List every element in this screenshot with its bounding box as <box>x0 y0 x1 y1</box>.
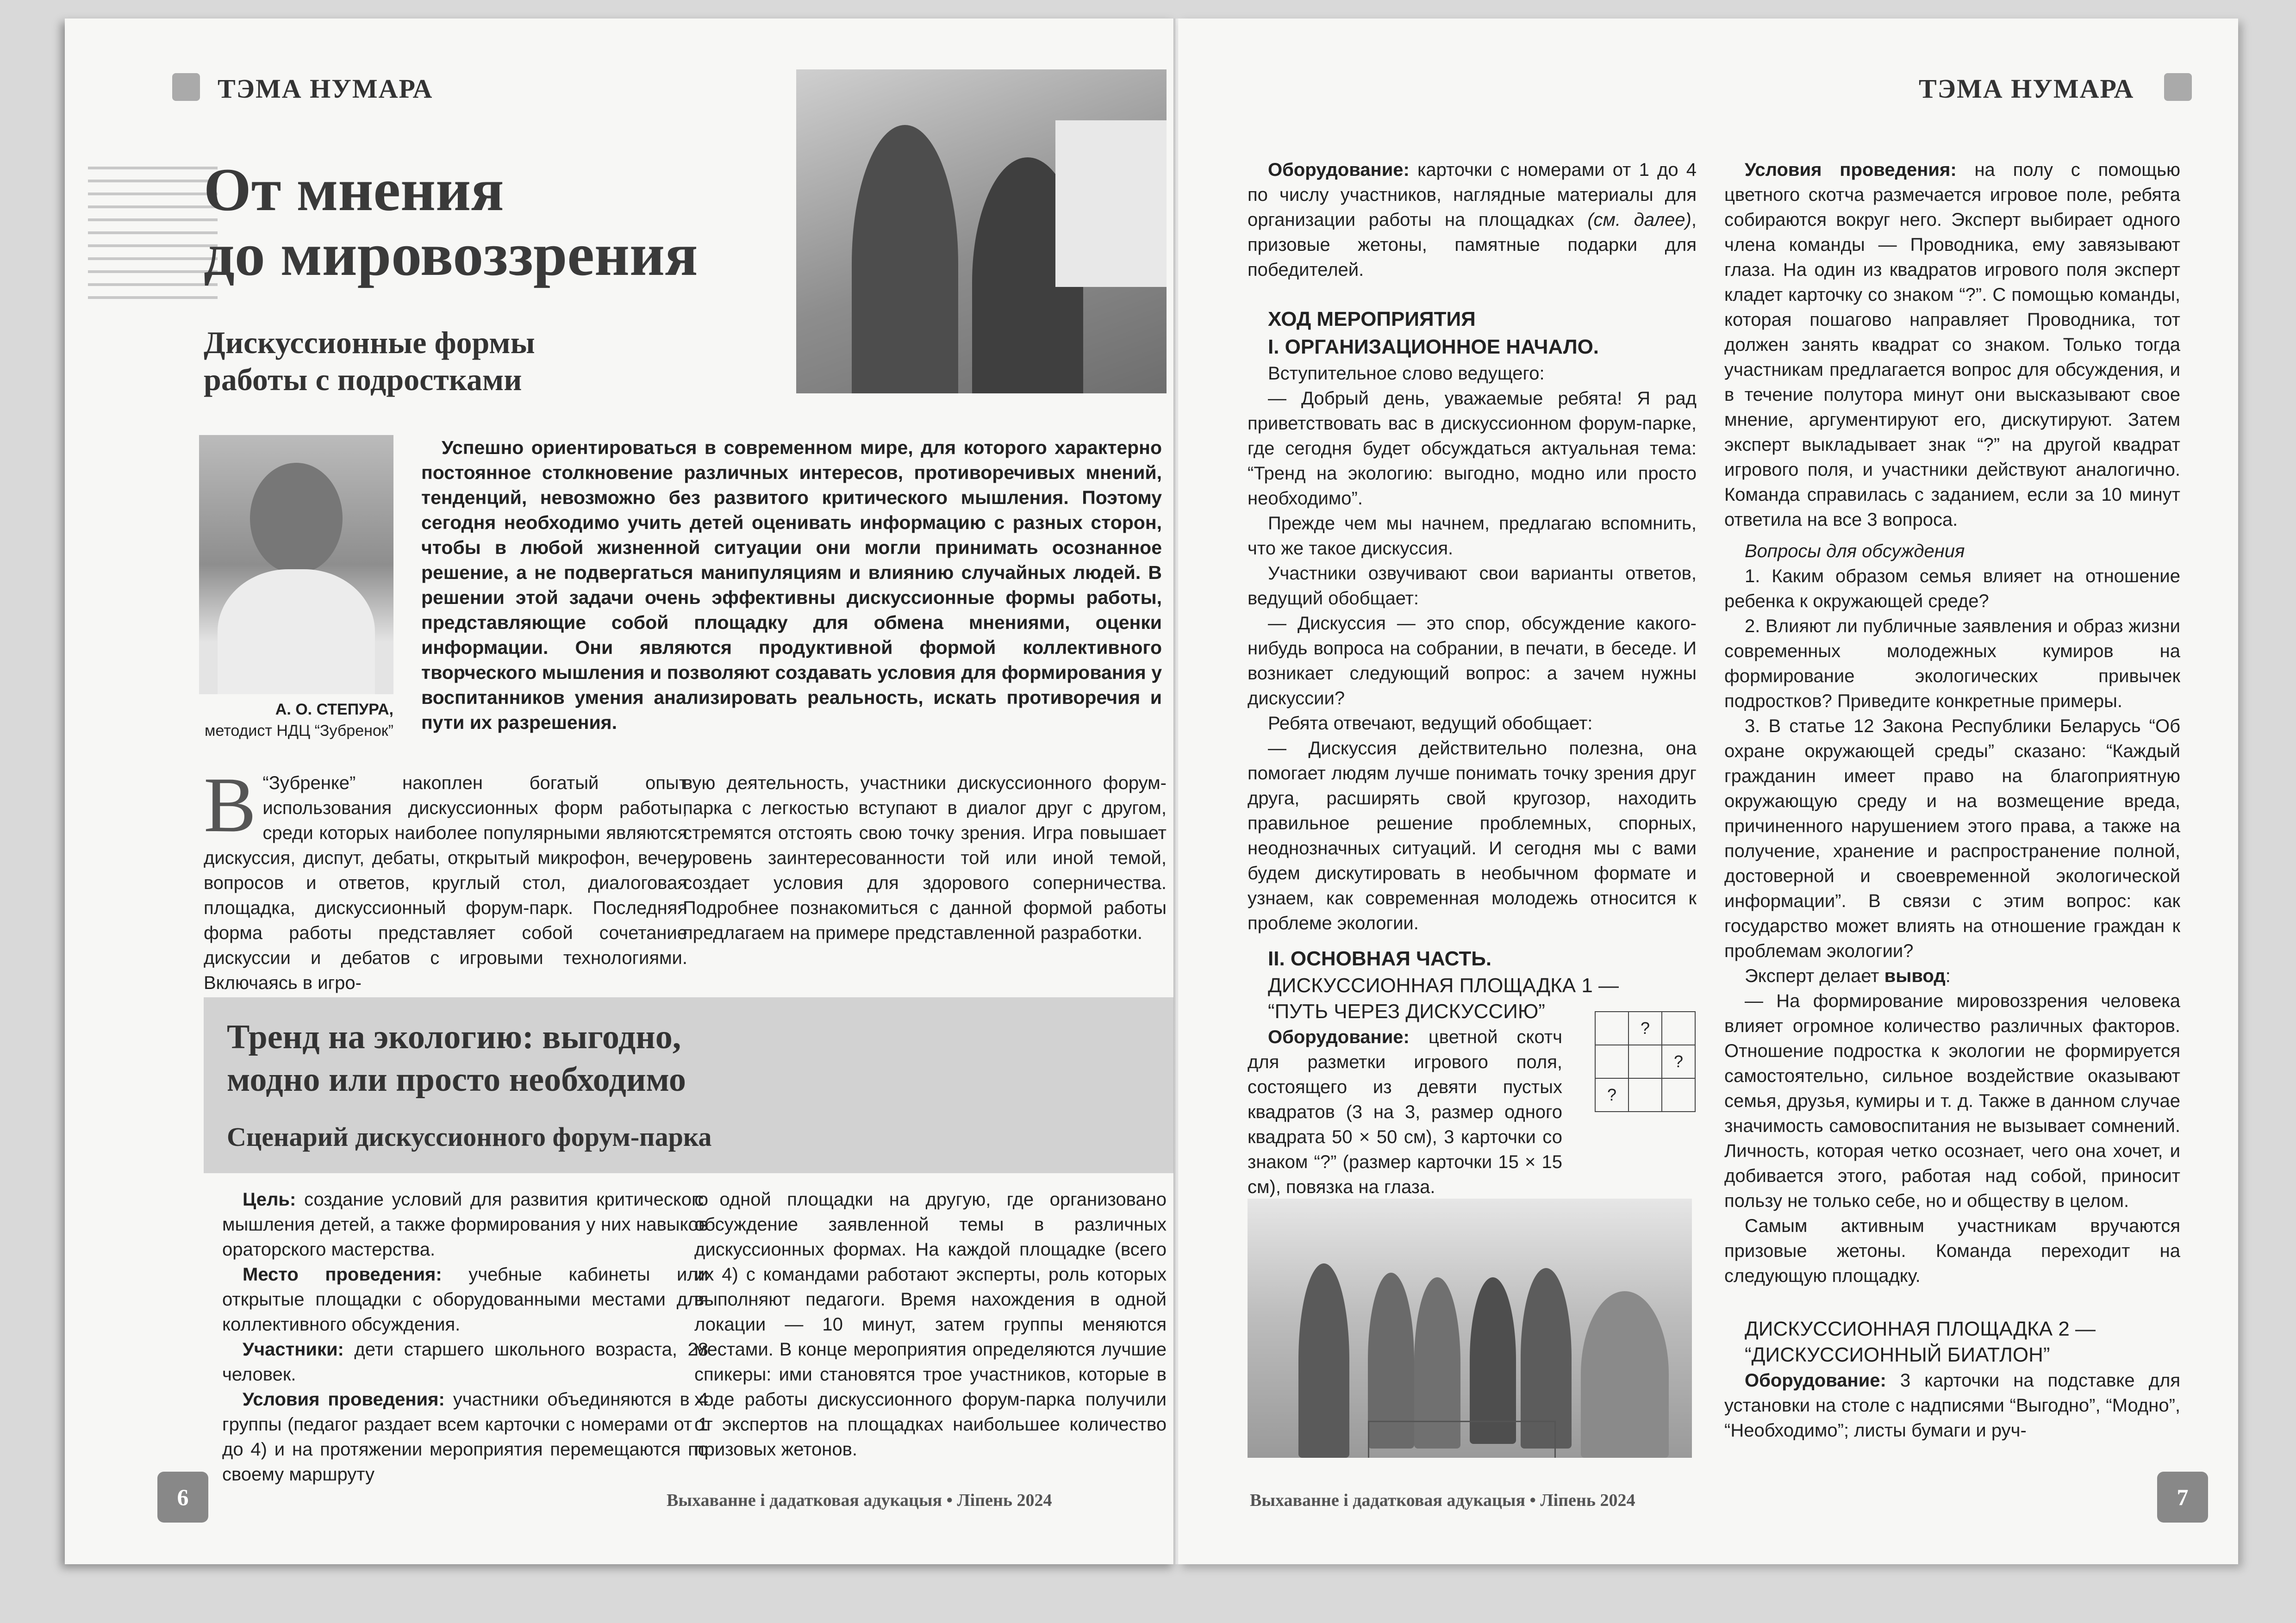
right-column-2: Условия проведения: на полу с помощью цветного скотча размечается игровое поле, ребята собираются вокруг него. Эксперт выбирает одного члена команды — Проводника, ему завязывают глаза. На один из квадратов игрового поля эксперт кладет карточку со знаком “?”. С помощью команды, которая пошагово направляет Проводника, тот должен занять квадрат со знаком. Только тогда участникам предлагается вопрос для обсуждения, и в течение полутора минут они высказывают свое мнение, аргументируют его, дискутируют. Затем эксперт выкладывает знак “?” на другой квадрат игрового поля, и участники действуют аналогично. Команда справилась с заданием, если за 10 минут ответила на все 3 вопроса. Вопросы для обсуждения 1. Каким образом семья влияет на отношение ребенка к окружающей среде? 2. Влияют ли публичные заявления и образ жизни современных молодежных кумиров на формирование экологических привычек подростков? Приведите конкретные примеры. 3. В статье 12 Закона Республики Беларусь “Об охране окружающей среды” сказано: “Каждый гражданин имеет право на благоприятную окружающую среду и на возмещение вреда, причиненного нарушением этого права, а также на получение, хранение и распространение полной, достоверной и своевременной экологической информации”. В связи с этим вопрос: как государство может влиять на отношение граждан к проблемам экологии? Эксперт делает вывод: — На формирование мировоззрения человека влияет огромное количество различных факторов. Отношение подростка к экологии не формируется самостоятельно, сильное воздействие оказывают семья, друзья, кумиры и т. д. Также в данном случае значимость самовоспитания не вызывает сомнений. Личность, которая четко осознает, чего она хочет, и добивается этого, работая над собой, приносит пользу не только себе, но и обществу в целом. Самым активным участникам вручаются призовые жетоны. Команда переходит на следующую площадку. ДИСКУССИОННАЯ ПЛОЩАДКА 2 — “ДИСКУССИОННЫЙ БИАТЛОН” Оборудование: 3 карточки на подставке для установки на столе с надписями “Выгодно”, “Модно”, “Необходимо”; листы бумаги и руч- <box>1724 160 2180 1441</box>
grid-cell: ? <box>1595 1078 1628 1112</box>
author-caption <box>153 699 393 741</box>
page-number: 6 <box>157 1472 208 1523</box>
lead-paragraph: Успешно ориентироваться в современном мире, для которого характерно постоянное столкновение различных интересов, противоречивых мнений, тенденций, невозможно без развитого критического мышления. Поэтому сегодня необходимо учить детей оценивать информацию с разных сторон, чтобы в любой жизненной ситуации они могли принимать осознанное решение, а не подвергаться манипуляциям и влиянию случайных людей. В решении этой задачи очень эффективны дискуссионные формы работы, представляющие собой площадку для обмена мнениями, оценки информации. Они являются продуктивной формой коллективного творческого мышления и позволяют создавать условия для формирования у воспитанников умения анализировать реальность, искать противоречия и пути их разрешения. <box>421 437 1162 733</box>
page-number: 7 <box>2157 1472 2208 1523</box>
photo-two-people <box>796 69 1167 393</box>
photo-group-discussion <box>1248 1199 1692 1458</box>
grid-cell: ? <box>1662 1045 1695 1078</box>
grid-cell <box>1628 1045 1662 1078</box>
intro-column-2: вую деятельность, участники дискуссионного форум-парка с легкостью вступают в диалог друг с другом, стремятся отстоять свою точку зрения. Игра повышает уровень заинтересованности той или иной темой, создает условия для здорового соперничества. Подробнее познакомиться с данной формой работы предлагаем на примере представленной разработки. <box>683 773 1167 943</box>
game-field-grid <box>1595 1011 1696 1112</box>
venue1-title-line1: ДИСКУССИОННАЯ ПЛОЩАДКА 1 — <box>1268 974 1619 997</box>
grid-cell <box>1662 1078 1695 1112</box>
author-photo <box>199 435 393 694</box>
scenario-column-2: с одной площадки на другую, где организовано обсуждение заявленной темы в различных дискуссионных формах. На каждой площадке (всего их 4) с командами работают эксперты, роль которых выполняют педагоги. Время нахождения в одной локации — 10 минут, затем группы меняются местами. В конце мероприятия определяются лучшие спикеры: ими становятся трое участников, которые в ходе работы дискуссионного форум-парка получили от экспертов на площадках наибольшее количество призовых жетонов. <box>694 1189 1167 1460</box>
right-column-1: Оборудование: карточки с номерами от 1 до 4 по числу участников, наглядные материалы для организации работы на площадках (см. далее), призовые жетоны, памятные подарки для победителей. ХОД МЕРОПРИЯТИЯ I. ОРГАНИЗАЦИОННОЕ НАЧАЛО. Вступительное слово ведущего: — Добрый день, уважаемые ребята! Я рад приветствовать вас в дискуссионном форум-парке, где сегодня будет обсуждаться актуальная тема: “Тренд на экологию: выгодно, модно или просто необходимо”. Прежде чем мы начнем, предлагаю вспомнить, что же такое дискуссия. Участники озвучивают свои варианты ответов, ведущий обобщает: — Дискуссия — это спор, обсуждение какого-нибудь вопроса на собрании, в печати, в беседе. И возникает следующий вопрос: а зачем нужны дискуссии? Ребята отвечают, ведущий обобщает: — Дискуссия действительно полезна, она помогает людям лучше понимать точку зрения друг друга, расширять свой кругозор, находить правильное решение проблемных, спорных, неоднозначных ситуаций. И сегодня мы с вами будем дискутировать в необычном формате и узнаем, как современная молодежь относится к проблеме экологии. II. ОСНОВНАЯ ЧАСТЬ. ДИСКУССИОННАЯ ПЛОЩАДКА 1 — “ПУТЬ ЧЕРЕЗ ДИСКУССИЮ” Оборудование: цветной скотч для разметки игрового поля, состоящего из девяти пустых квадратов (3 на 3, размер одного квадрата 50 × 50 см), 3 карточки со знаком “?” (размер карточки 15 × 15 см), повязка на глаза. <box>1248 160 1697 1197</box>
section-marker-icon <box>2164 73 2192 101</box>
section-label: ТЭМА НУМАРА <box>218 74 433 104</box>
heading-part2: II. ОСНОВНАЯ ЧАСТЬ. <box>1268 947 1492 970</box>
drop-cap: В <box>204 761 256 848</box>
left-page <box>65 19 1176 1564</box>
section-marker-icon <box>172 73 200 101</box>
venue2-title-line2: “ДИСКУССИОННЫЙ БИАТЛОН” <box>1745 1343 2050 1366</box>
author-role: методист НДЦ “Зубренок” <box>205 722 393 740</box>
intro-column-1: В “Зубренке” накоплен богатый опыт использования дискуссионных форм работы, среди которых наиболее популярными являются дискуссия, диспут, дебаты, открытый микрофон, вечер вопросов и ответов, круглый стол, диалоговая площадка, дискуссионный форум-парк. Последняя форма работы представляет собой сочетание дискуссии и дебатов с игровыми технологиями. Включаясь в игро- <box>204 761 687 993</box>
questions-heading: Вопросы для обсуждения <box>1745 541 1965 561</box>
decorative-lines <box>88 167 218 309</box>
footer: Выхаванне і дадатковая адукацыя • Ліпень 2024 <box>1250 1491 1635 1510</box>
section-label: ТЭМА НУМАРА <box>1919 74 2134 104</box>
heading-part1: I. ОРГАНИЗАЦИОННОЕ НАЧАЛО. <box>1268 336 1599 358</box>
venue1-title-line2: “ПУТЬ ЧЕРЕЗ ДИСКУССИЮ” <box>1268 1000 1545 1023</box>
banner-subtitle: Сценарий дискуссионного форум-парка <box>227 1122 712 1152</box>
grid-cell <box>1595 1045 1628 1078</box>
grid-cell <box>1628 1078 1662 1112</box>
heading-course: ХОД МЕРОПРИЯТИЯ <box>1268 308 1476 330</box>
venue2-title-line1: ДИСКУССИОННАЯ ПЛОЩАДКА 2 — <box>1745 1318 2096 1340</box>
article-subtitle: Дискуссионные формы работы с подростками <box>204 325 535 397</box>
article-title: От мнения до мировоззрения <box>204 155 698 288</box>
scenario-column-1: Цель: создание условий для развития критического мышления детей, а также формирования у них навыков ораторского мастерства. Место проведения: учебные кабинеты или открытые площадки с оборудованными местами для коллективного обсуждения. Участники: дети старшего школьного возраста, 28 человек. Условия проведения: участники объединяются в 4 группы (педагог раздает всем карточки с номерами от 1 до 4) и на протяжении мероприятия перемещаются по своему маршруту <box>222 1189 708 1485</box>
grid-cell <box>1595 1012 1628 1045</box>
scenario-banner <box>204 997 1176 1173</box>
grid-cell: ? <box>1628 1012 1662 1045</box>
footer: Выхаванне і дадатковая адукацыя • Ліпень 2024 <box>667 1491 1052 1510</box>
grid-cell <box>1662 1012 1695 1045</box>
right-page <box>1178 19 2238 1564</box>
banner-title: Тренд на экологию: выгодно, модно или просто необходимо <box>227 1018 686 1099</box>
author-name: А. О. СТЕПУРА, <box>275 701 393 718</box>
